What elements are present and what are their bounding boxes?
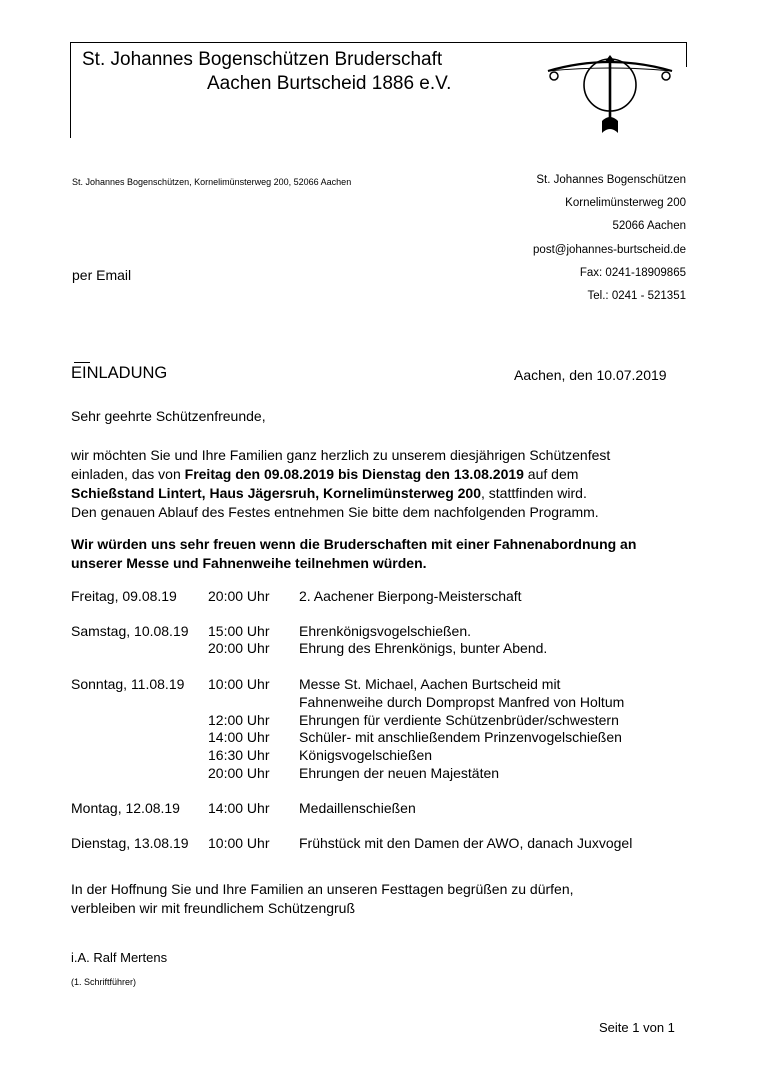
club-name: St. Johannes Bogenschützen Bruderschaft (82, 49, 443, 70)
request-paragraph (71, 535, 636, 573)
letterhead-frame-left (70, 42, 71, 138)
request-line-1: Wir würden uns sehr freuen wenn die Bruderschaften mit einer Fahnenabordnung an (71, 536, 637, 552)
schedule-event: Königsvogelschießen (299, 747, 433, 763)
schedule-event: Frühstück mit den Damen der AWO, danach Juxvogel (299, 835, 633, 851)
contact-email: post@johannes-burtscheid.de (533, 243, 686, 256)
schedule-time: 14:00 Uhr (208, 800, 270, 816)
schedule-event: Ehrung des Ehrenkönigs, bunter Abend. (299, 640, 548, 656)
schedule-event: Ehrungen für verdiente Schützenbrüder/schwestern (299, 712, 619, 728)
intro-text: , stattfinden wird. (481, 485, 587, 501)
schedule-day: Samstag, 10.08.19 (71, 623, 189, 639)
bow-arrow-logo-icon (544, 55, 676, 140)
document-date: Aachen, den 10.07.2019 (514, 367, 667, 383)
festival-location: Schießstand Lintert, Haus Jägersruh, Kornelimünsterweg 200 (71, 485, 481, 501)
recipient-line: per Email (72, 267, 132, 283)
schedule-day: Freitag, 09.08.19 (71, 588, 177, 604)
schedule-time: 20:00 Uhr (208, 588, 270, 604)
schedule-day: Dienstag, 13.08.19 (71, 835, 189, 851)
closing-line-2: verbleiben wir mit freundlichem Schützengruß (71, 900, 356, 916)
schedule-time: 20:00 Uhr (208, 765, 270, 781)
schedule-event: Ehrenkönigsvogelschießen. (299, 623, 471, 639)
request-line-2: unserer Messe und Fahnenweihe teilnehmen würden. (71, 555, 427, 571)
greeting: Sehr geehrte Schützenfreunde, (71, 408, 266, 424)
sender-address-line: St. Johannes Bogenschützen, Kornelimünsterweg 200, 52066 Aachen (72, 177, 352, 187)
schedule-time: 12:00 Uhr (208, 712, 270, 728)
closing-line-1: In der Hoffnung Sie und Ihre Familien an unseren Festtagen begrüßen zu dürfen, (71, 881, 574, 897)
page-number: Seite 1 von 1 (599, 1020, 675, 1035)
schedule-time: 10:00 Uhr (208, 676, 270, 692)
intro-paragraph (71, 446, 610, 522)
intro-text: einladen, das von (71, 466, 185, 482)
schedule-event: Schüler- mit anschließendem Prinzenvogelschießen (299, 729, 622, 745)
intro-line-3 (71, 484, 610, 503)
contact-fax: Fax: 0241-18909865 (579, 266, 686, 279)
intro-text: auf dem (523, 466, 579, 482)
document-title: EINLADUNG (71, 364, 168, 382)
signature-role: (1. Schriftführer) (71, 977, 137, 987)
contact-city: 52066 Aachen (612, 220, 686, 233)
letterhead-frame-top (70, 42, 687, 43)
schedule-time: 16:30 Uhr (208, 747, 270, 763)
intro-line-4: Den genauen Ablauf des Festes entnehmen Sie bitte dem nachfolgenden Programm. (71, 504, 599, 520)
intro-line-1: wir möchten Sie und Ihre Familien ganz herzlich zu unserem diesjährigen Schützenfest (71, 447, 611, 463)
contact-street: Kornelimünsterweg 200 (565, 197, 686, 210)
contact-phone: Tel.: 0241 - 521351 (587, 289, 686, 302)
schedule-event: 2. Aachener Bierpong-Meisterschaft (299, 588, 522, 604)
signature: i.A. Ralf Mertens (71, 950, 168, 965)
letterhead-frame-right (686, 42, 687, 67)
club-subtitle: Aachen Burtscheid 1886 e.V. (207, 73, 452, 94)
contact-block (533, 172, 686, 311)
title-overline (74, 362, 90, 363)
schedule-event: Medaillenschießen (299, 800, 416, 816)
schedule-event: Ehrungen der neuen Majestäten (299, 765, 500, 781)
closing-paragraph (71, 880, 574, 918)
schedule-time: 14:00 Uhr (208, 729, 270, 745)
schedule-event: Messe St. Michael, Aachen Burtscheid mit (299, 676, 561, 692)
schedule-time: 15:00 Uhr (208, 623, 270, 639)
contact-name: St. Johannes Bogenschützen (536, 174, 686, 186)
schedule-day: Montag, 12.08.19 (71, 800, 180, 816)
intro-line-2 (71, 465, 610, 484)
schedule-time: 10:00 Uhr (208, 835, 270, 851)
schedule-event-continued: Fahnenweihe durch Dompropst Manfred von Holtum (299, 694, 625, 710)
festival-dates: Freitag den 09.08.2019 bis Dienstag den 13.08.2019 (184, 466, 524, 482)
schedule-time: 20:00 Uhr (208, 640, 270, 656)
schedule-day: Sonntag, 11.08.19 (71, 676, 185, 692)
